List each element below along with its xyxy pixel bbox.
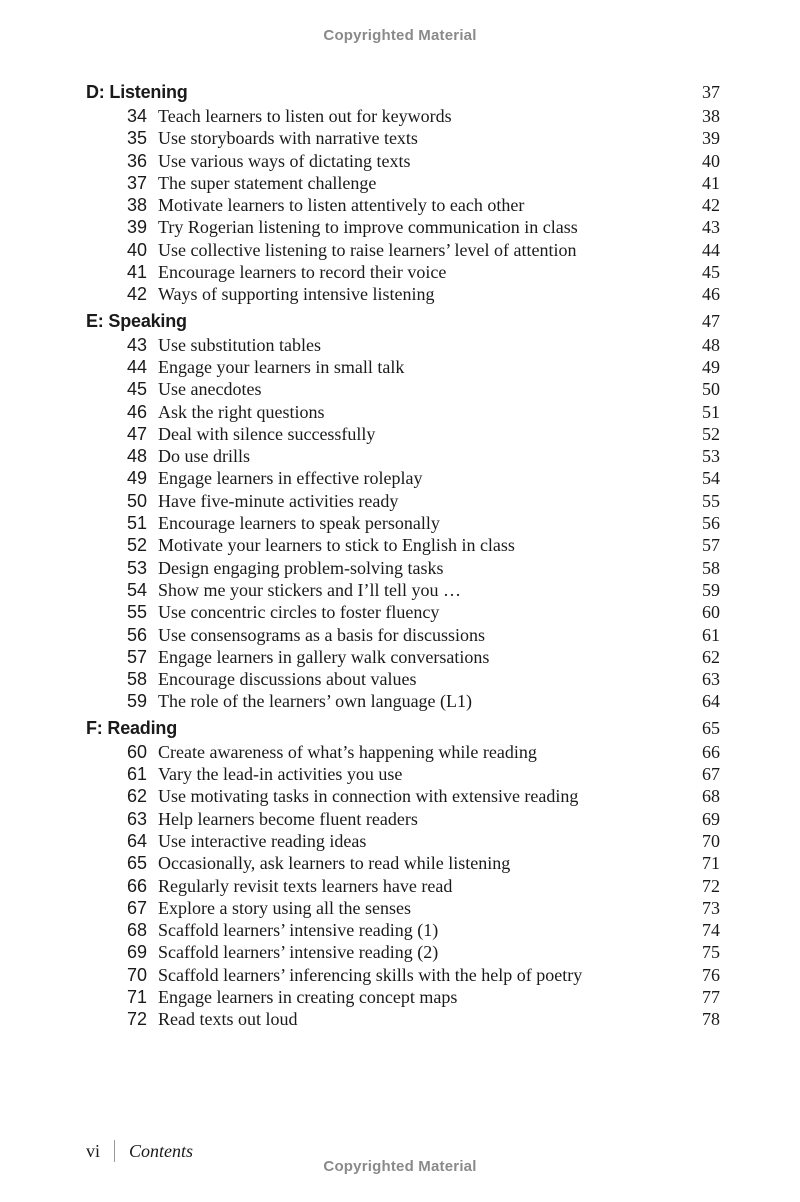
entry-title: Use interactive reading ideas bbox=[158, 830, 367, 851]
entry-title: Do use drills bbox=[158, 446, 250, 467]
toc-entry bbox=[86, 262, 720, 284]
entry-number: 61 bbox=[126, 764, 147, 785]
toc-entry bbox=[86, 1009, 720, 1031]
entry-title: Explore a story using all the senses bbox=[158, 897, 411, 918]
entry-page-number: 74 bbox=[702, 920, 720, 941]
entry-title: Teach learners to listen out for keywords bbox=[158, 106, 452, 126]
entry-list bbox=[86, 742, 720, 1032]
table-of-contents bbox=[86, 82, 720, 1036]
entry-page-number: 43 bbox=[702, 217, 720, 238]
toc-entry bbox=[86, 357, 720, 379]
entry-title: The role of the learners’ own language (L1) bbox=[158, 691, 473, 712]
toc-entry bbox=[86, 987, 720, 1009]
toc-entry bbox=[86, 558, 720, 580]
entry-title: The super statement challenge bbox=[158, 172, 377, 193]
toc-entry bbox=[86, 151, 720, 173]
entry-number: 52 bbox=[126, 535, 147, 556]
entry-title: Use motivating tasks in connection with extensive reading bbox=[158, 786, 579, 807]
entry-page-number: 63 bbox=[702, 669, 720, 690]
toc-entry bbox=[86, 602, 720, 624]
entry-page-number: 78 bbox=[702, 1009, 720, 1030]
entry-number: 49 bbox=[126, 468, 147, 489]
entry-title: Occasionally, ask learners to read while listening bbox=[158, 853, 511, 874]
entry-number: 40 bbox=[126, 239, 147, 260]
entry-number: 42 bbox=[126, 284, 147, 305]
entry-title: Scaffold learners’ intensive reading (2) bbox=[158, 942, 439, 963]
entry-page-number: 46 bbox=[702, 284, 720, 305]
toc-entry bbox=[86, 424, 720, 446]
entry-page-number: 73 bbox=[702, 897, 720, 918]
toc-entry bbox=[86, 809, 720, 831]
entry-page-number: 67 bbox=[702, 764, 720, 785]
entry-title: Use consensograms as a basis for discussions bbox=[158, 624, 485, 645]
toc-entry bbox=[86, 195, 720, 217]
entry-page-number: 42 bbox=[702, 195, 720, 216]
toc-entry bbox=[86, 786, 720, 808]
entry-page-number: 61 bbox=[702, 624, 720, 645]
entry-number: 64 bbox=[126, 830, 147, 851]
section-heading bbox=[86, 718, 720, 742]
toc-entry bbox=[86, 647, 720, 669]
entry-title: Create awareness of what’s happening while reading bbox=[158, 741, 537, 762]
entry-page-number: 64 bbox=[702, 691, 720, 712]
entry-title: Vary the lead-in activities you use bbox=[158, 764, 403, 785]
section-page-number: 47 bbox=[702, 310, 720, 331]
entry-page-number: 54 bbox=[702, 468, 720, 489]
toc-entry bbox=[86, 513, 720, 535]
entry-page-number: 39 bbox=[702, 128, 720, 149]
toc-entry bbox=[86, 446, 720, 468]
section-heading bbox=[86, 82, 720, 106]
entry-number: 65 bbox=[126, 853, 147, 874]
entry-number: 70 bbox=[126, 964, 147, 985]
entry-page-number: 58 bbox=[702, 557, 720, 578]
entry-page-number: 60 bbox=[702, 602, 720, 623]
entry-title: Have five-minute activities ready bbox=[158, 490, 399, 511]
toc-entry bbox=[86, 106, 720, 128]
entry-title: Ways of supporting intensive listening bbox=[158, 284, 435, 305]
entry-title: Encourage learners to record their voice bbox=[158, 262, 447, 283]
entry-page-number: 38 bbox=[702, 106, 720, 126]
entry-number: 51 bbox=[126, 513, 147, 534]
entry-number: 54 bbox=[126, 579, 147, 600]
entry-title: Use various ways of dictating texts bbox=[158, 150, 411, 171]
toc-entry bbox=[86, 831, 720, 853]
entry-number: 37 bbox=[126, 172, 147, 193]
toc-entry bbox=[86, 876, 720, 898]
entry-title: Engage your learners in small talk bbox=[158, 356, 405, 377]
toc-entry bbox=[86, 535, 720, 557]
entry-number: 67 bbox=[126, 897, 147, 918]
toc-entry bbox=[86, 173, 720, 195]
entry-list bbox=[86, 335, 720, 714]
entry-title: Help learners become fluent readers bbox=[158, 808, 418, 829]
entry-number: 68 bbox=[126, 920, 147, 941]
toc-entry bbox=[86, 491, 720, 513]
entry-title: Use collective listening to raise learners’ level of attention bbox=[158, 239, 577, 260]
entry-page-number: 59 bbox=[702, 579, 720, 600]
toc-entry bbox=[86, 468, 720, 490]
entry-page-number: 66 bbox=[702, 741, 720, 762]
entry-page-number: 51 bbox=[702, 401, 720, 422]
entry-title: Ask the right questions bbox=[158, 401, 325, 422]
entry-number: 72 bbox=[126, 1009, 147, 1030]
entry-number: 71 bbox=[126, 986, 147, 1007]
entry-page-number: 70 bbox=[702, 830, 720, 851]
entry-page-number: 76 bbox=[702, 964, 720, 985]
entry-page-number: 50 bbox=[702, 379, 720, 400]
entry-number: 66 bbox=[126, 875, 147, 896]
entry-page-number: 53 bbox=[702, 446, 720, 467]
toc-entry bbox=[86, 402, 720, 424]
footer-running-title: Contents bbox=[129, 1140, 194, 1161]
entry-page-number: 68 bbox=[702, 786, 720, 807]
toc-entry bbox=[86, 335, 720, 357]
entry-page-number: 45 bbox=[702, 262, 720, 283]
entry-number: 48 bbox=[126, 446, 147, 467]
entry-title: Encourage discussions about values bbox=[158, 669, 417, 690]
section-title: F: Reading bbox=[86, 717, 177, 738]
toc-entry bbox=[86, 217, 720, 239]
section-page-number: 37 bbox=[702, 82, 720, 102]
entry-number: 43 bbox=[126, 334, 147, 355]
toc-entry bbox=[86, 625, 720, 647]
toc-entry bbox=[86, 920, 720, 942]
section-listening bbox=[86, 82, 720, 307]
entry-title: Read texts out loud bbox=[158, 1009, 298, 1030]
entry-page-number: 57 bbox=[702, 535, 720, 556]
entry-title: Scaffold learners’ intensive reading (1) bbox=[158, 920, 439, 941]
entry-title: Engage learners in gallery walk conversations bbox=[158, 646, 490, 667]
toc-entry bbox=[86, 742, 720, 764]
entry-page-number: 71 bbox=[702, 853, 720, 874]
entry-number: 63 bbox=[126, 808, 147, 829]
entry-page-number: 44 bbox=[702, 239, 720, 260]
copyright-watermark-bottom: Copyrighted Material bbox=[323, 1158, 477, 1175]
toc-entry bbox=[86, 128, 720, 150]
entry-page-number: 75 bbox=[702, 942, 720, 963]
entry-number: 38 bbox=[126, 195, 147, 216]
entry-number: 46 bbox=[126, 401, 147, 422]
entry-number: 57 bbox=[126, 646, 147, 667]
entry-title: Encourage learners to speak personally bbox=[158, 513, 440, 534]
toc-entry bbox=[86, 580, 720, 602]
entry-number: 44 bbox=[126, 356, 147, 377]
entry-number: 60 bbox=[126, 741, 147, 762]
toc-entry bbox=[86, 379, 720, 401]
entry-number: 45 bbox=[126, 379, 147, 400]
entry-title: Motivate your learners to stick to English in class bbox=[158, 535, 515, 556]
entry-title: Motivate learners to listen attentively to each other bbox=[158, 195, 525, 216]
entry-page-number: 48 bbox=[702, 334, 720, 355]
entry-number: 69 bbox=[126, 942, 147, 963]
entry-number: 53 bbox=[126, 557, 147, 578]
entry-page-number: 77 bbox=[702, 986, 720, 1007]
entry-number: 58 bbox=[126, 669, 147, 690]
entry-title: Use concentric circles to foster fluency bbox=[158, 602, 440, 623]
entry-page-number: 72 bbox=[702, 875, 720, 896]
section-title: D: Listening bbox=[86, 82, 188, 102]
entry-title: Engage learners in effective roleplay bbox=[158, 468, 423, 489]
entry-number: 55 bbox=[126, 602, 147, 623]
entry-title: Regularly revisit texts learners have read bbox=[158, 875, 453, 896]
toc-entry bbox=[86, 284, 720, 306]
toc-entry bbox=[86, 240, 720, 262]
entry-title: Try Rogerian listening to improve communication in class bbox=[158, 217, 578, 238]
section-reading bbox=[86, 718, 720, 1032]
entry-page-number: 49 bbox=[702, 356, 720, 377]
copyright-watermark-top: Copyrighted Material bbox=[323, 27, 477, 44]
entry-number: 34 bbox=[126, 106, 147, 126]
entry-number: 39 bbox=[126, 217, 147, 238]
toc-entry bbox=[86, 853, 720, 875]
entry-title: Use anecdotes bbox=[158, 379, 262, 400]
entry-page-number: 56 bbox=[702, 513, 720, 534]
footer-page-numeral: vi bbox=[86, 1140, 101, 1161]
entry-title: Design engaging problem-solving tasks bbox=[158, 557, 444, 578]
entry-number: 62 bbox=[126, 786, 147, 807]
section-page-number: 65 bbox=[702, 717, 720, 738]
entry-number: 56 bbox=[126, 624, 147, 645]
entry-number: 41 bbox=[126, 262, 147, 283]
entry-number: 35 bbox=[126, 128, 147, 149]
entry-title: Use substitution tables bbox=[158, 334, 321, 355]
entry-page-number: 55 bbox=[702, 490, 720, 511]
toc-entry bbox=[86, 942, 720, 964]
toc-entry bbox=[86, 764, 720, 786]
entry-title: Scaffold learners’ inferencing skills with the help of poetry bbox=[158, 964, 583, 985]
entry-list bbox=[86, 106, 720, 307]
toc-entry bbox=[86, 898, 720, 920]
toc-entry bbox=[86, 669, 720, 691]
entry-page-number: 62 bbox=[702, 646, 720, 667]
entry-page-number: 69 bbox=[702, 808, 720, 829]
entry-number: 50 bbox=[126, 490, 147, 511]
entry-title: Show me your stickers and I’ll tell you … bbox=[158, 579, 461, 600]
section-heading bbox=[86, 311, 720, 335]
entry-page-number: 52 bbox=[702, 423, 720, 444]
entry-title: Deal with silence successfully bbox=[158, 423, 376, 444]
toc-entry bbox=[86, 691, 720, 713]
toc-entry bbox=[86, 965, 720, 987]
entry-number: 59 bbox=[126, 691, 147, 712]
entry-title: Engage learners in creating concept maps bbox=[158, 986, 458, 1007]
entry-page-number: 40 bbox=[702, 150, 720, 171]
section-title: E: Speaking bbox=[86, 310, 187, 331]
entry-title: Use storyboards with narrative texts bbox=[158, 128, 418, 149]
entry-number: 36 bbox=[126, 150, 147, 171]
entry-number: 47 bbox=[126, 423, 147, 444]
entry-page-number: 41 bbox=[702, 172, 720, 193]
section-speaking bbox=[86, 311, 720, 714]
